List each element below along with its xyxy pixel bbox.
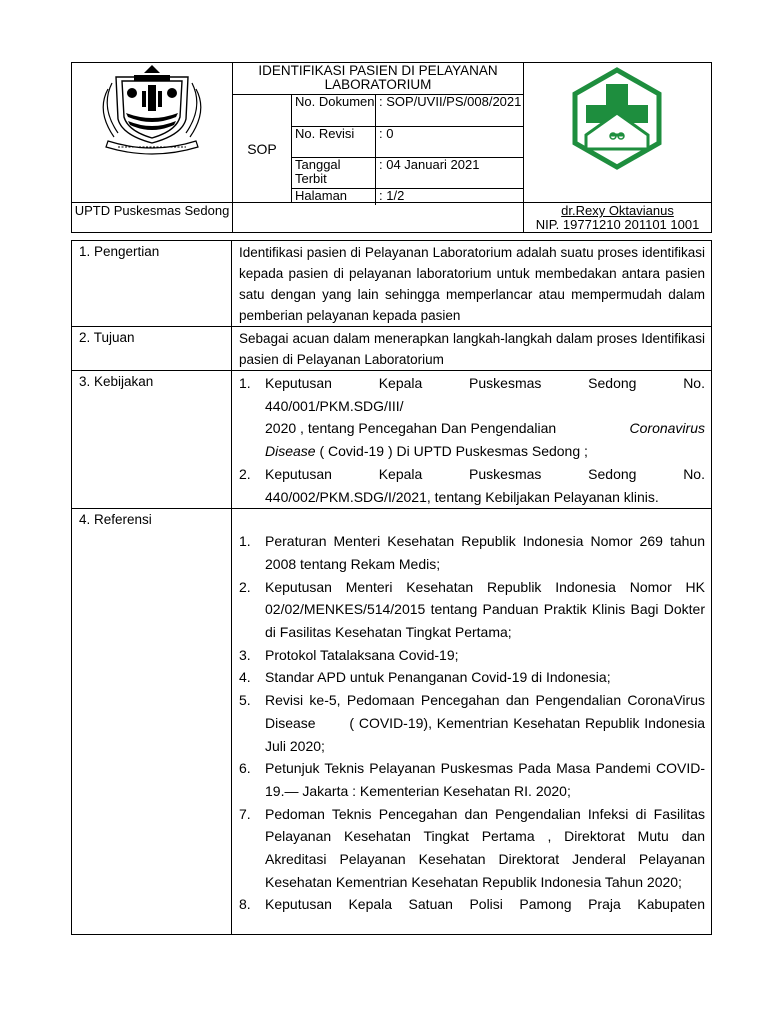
meta-label: Halaman (292, 189, 376, 205)
section-pengertian (72, 241, 712, 327)
sop-header-table (71, 62, 712, 233)
policy-title-part: 2020 , tentang Pencegahan Dan Pengendalian (265, 420, 557, 437)
signer-name: dr.Rexy Oktavianus (561, 203, 674, 218)
list-number: 2. (239, 578, 251, 595)
list-number: 1. (239, 375, 251, 391)
list-number: 6. (239, 760, 251, 777)
list-item (239, 803, 705, 894)
list-number: 3. (239, 646, 251, 663)
list-item (239, 689, 709, 757)
meta-row-page (292, 189, 523, 205)
section-label: 4. Referensi (72, 509, 232, 935)
policy-title-part: ( Covid-19 ) Di UPTD Puskesmas Sedong ; (315, 443, 588, 460)
referensi-list-cell (232, 509, 712, 935)
list-number: 5. (239, 692, 251, 709)
word: Sedong (588, 375, 637, 391)
section-label: 2. Tujuan (72, 327, 232, 371)
section-text (232, 241, 712, 327)
list-item (239, 644, 705, 667)
reference-text: Pedoman Teknis Pencegahan dan Pengendalian Infeksi di Fasilitas Pelayanan Kesehatan Tingkat Pertama , Direktorat Mutu dan Akreditasi Pelayanan Kesehatan Direktorat Jenderal Pelayanan Kesehatan Kementrian Kesehatan Republik Indonesia Tahun 2020; (265, 805, 705, 890)
meta-label: Tanggal Terbit (292, 158, 376, 188)
meta-value: : SOP/UVII/PS/008/2021 (379, 94, 522, 109)
policy-title-italic: Coronavirus (629, 420, 705, 437)
section-kebijakan (72, 371, 712, 509)
policy-number: 440/001/PKM.SDG/III/ (265, 397, 404, 414)
word: Kepala (378, 465, 423, 482)
reference-text: Peraturan Menteri Kesehatan Republik Indonesia Nomor 269 tahun 2008 tentang Rekam Medis; (265, 533, 705, 572)
list-number: 1. (239, 533, 251, 550)
section-referensi (72, 509, 712, 935)
word: Keputusan (265, 465, 332, 482)
meta-value: : 04 Januari 2021 (379, 157, 480, 172)
organization-name: UPTD Puskesmas Sedong (72, 203, 233, 233)
meta-row-doc-number (292, 95, 523, 127)
reference-text: Keputusan Menteri Kesehatan Republik Indonesia Nomor HK 02/02/MENKES/514/2015 tentang Panduan Praktik Klinis Bagi Dokter di Fasilitas Kesehatan Tingkat Pertama; (265, 578, 705, 641)
word: No. (683, 465, 705, 482)
title-and-meta-cell (233, 63, 524, 203)
list-item (239, 666, 705, 689)
empty-cell (233, 203, 524, 233)
word: Sedong (588, 465, 637, 482)
referensi-list (239, 530, 709, 916)
kebijakan-list (239, 372, 705, 508)
reference-text: Revisi ke-5, Pedomaan Pencegahan dan Pengendalian CoronaVirus Disease ( COVID-19), Kementrian Kesehatan Republik Indonesia Juli 2020; (265, 692, 709, 754)
puskesmas-logo (524, 63, 710, 199)
section-text (232, 327, 712, 371)
signer-nip: NIP. 19771210 201101 1001 (535, 217, 700, 232)
word: Keputusan (265, 375, 332, 391)
list-number: 7. (239, 805, 251, 822)
tujuan-text: Sebagai acuan dalam menerapkan langkah-langkah dalam proses Identifikasi pasien di Pelayanan Laboratorium (239, 331, 705, 367)
reference-text: Protokol Tatalaksana Covid-19; (265, 646, 459, 663)
reference-text: Petunjuk Teknis Pelayanan Puskesmas Pada Masa Pandemi COVID-19.— Jakarta : Kementerian Kesehatan RI. 2020; (265, 760, 705, 799)
word: Puskesmas (469, 375, 542, 391)
list-item (239, 893, 705, 916)
section-tujuan (72, 327, 712, 371)
regency-crest-logo (72, 63, 232, 199)
section-label: 1. Pengertian (72, 241, 232, 327)
regency-logo-cell (72, 63, 233, 203)
section-label: 3. Kebijakan (72, 371, 232, 509)
sop-label: SOP (233, 95, 292, 202)
list-item (239, 372, 705, 463)
meta-label: No. Revisi (292, 127, 376, 157)
list-number: 2. (239, 465, 251, 482)
word: Kepala (378, 375, 423, 391)
policy-number: 440/002/PKM.SDG/I/2021, tentang Kebiljakan Pelayanan klinis. (265, 488, 659, 505)
list-item (239, 757, 705, 802)
list-item (239, 530, 705, 575)
kebijakan-list-cell (232, 371, 712, 509)
reference-text: Keputusan Kepala Satuan Polisi Pamong Praja Kabupaten (265, 896, 705, 913)
list-item (239, 463, 705, 508)
meta-value: : 1/2 (379, 188, 405, 203)
pengertian-text: Identifikasi pasien di Pelayanan Laboratorium adalah suatu proses identifikasi kepada pasien di pelayanan laboratorium untuk membedakan antara pasien satu dengan yang lain sehingga memperlancar atau mempermudah dalam pemberian pelayanan kepada pasien (239, 245, 705, 323)
signer-cell (524, 203, 712, 233)
document-title: IDENTIFIKASI PASIEN DI PELAYANAN LABORATORIUM (233, 63, 523, 95)
word: No. (683, 375, 705, 391)
list-number: 4. (239, 669, 251, 686)
meta-value: : 0 (379, 126, 394, 141)
meta-row-issue-date (292, 158, 523, 189)
document-meta (292, 95, 523, 202)
health-logo-cell (524, 63, 712, 203)
sop-content-table (71, 240, 712, 935)
list-number: 8. (239, 896, 251, 913)
reference-text: Standar APD untuk Penanganan Covid-19 di Indonesia; (265, 669, 611, 686)
list-item (239, 576, 705, 644)
meta-row-revision (292, 127, 523, 158)
policy-title-italic: Disease (265, 443, 316, 460)
meta-label: No. Dokumen (292, 95, 376, 126)
word: Puskesmas (469, 465, 542, 482)
